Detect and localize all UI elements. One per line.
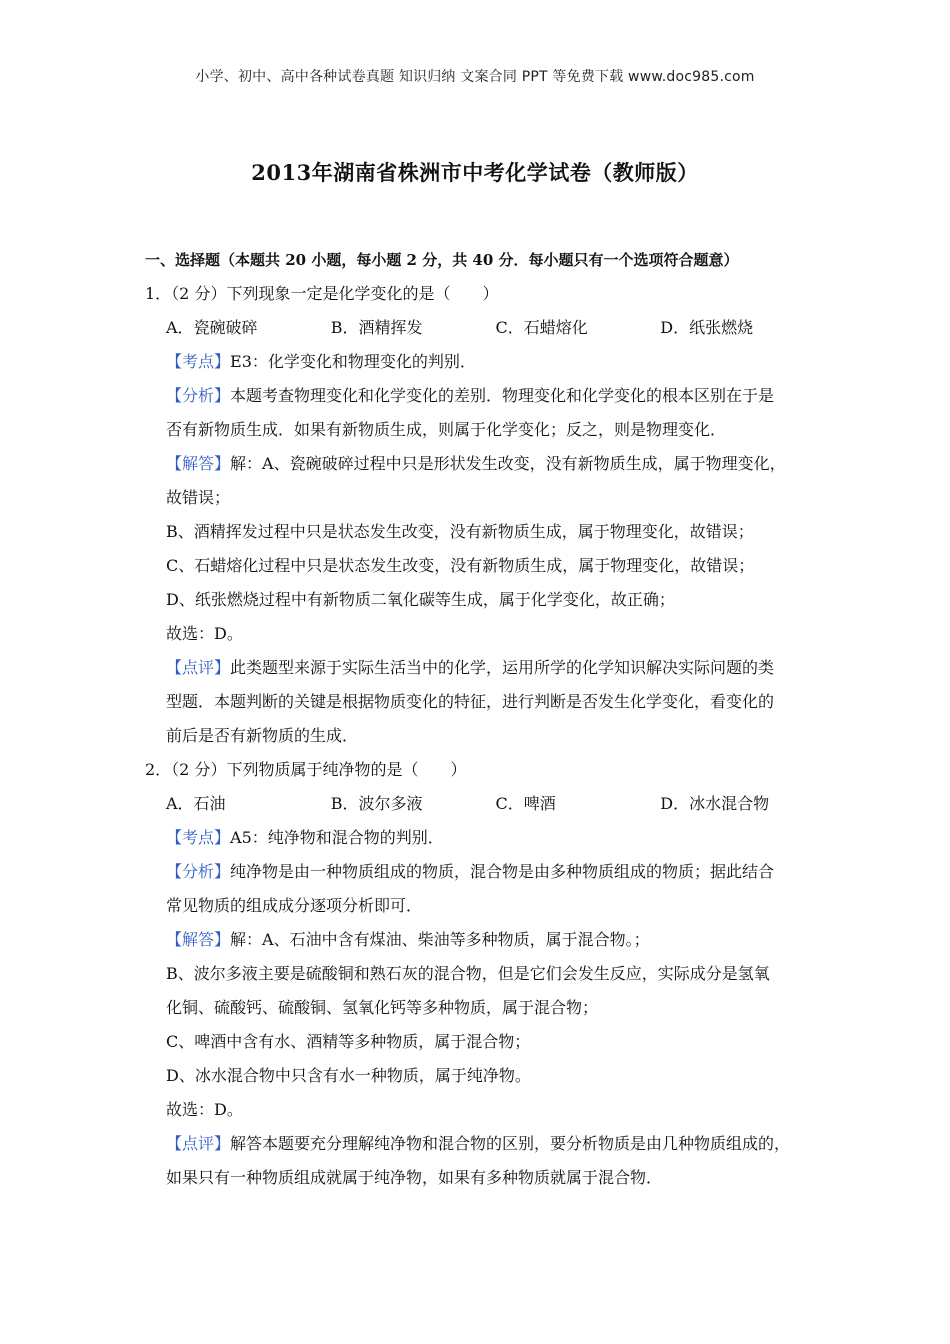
dianping-tag: 【点评】 (166, 658, 231, 677)
page-header-banner: 小学、初中、高中各种试卷真题 知识归纳 文案合同 PPT 等免费下载 www.doc985.com (195, 69, 755, 85)
section-heading: 一、选择题（本题共 20 小题，每小题 2 分，共 40 分．每小题只有一个选项符合题意） (145, 251, 739, 269)
question-1-jieda-b: B、酒精挥发过程中只是状态发生改变，没有新物质生成，属于物理变化，故错误； (166, 522, 754, 541)
question-2-option-a: A．石油 (166, 794, 226, 813)
dianping-text: 此类题型来源于实际生活当中的化学，运用所学的化学知识解决实际问题的类 (230, 658, 775, 677)
question-2-option-c: C．啤酒 (495, 794, 556, 813)
question-2-dianping (145, 1127, 825, 1161)
question-1-kaodian (145, 345, 825, 379)
question-2-option-d: D．冰水混合物 (660, 794, 770, 813)
kaodian-tag: 【考点】 (166, 828, 231, 847)
kaodian-text: E3：化学变化和物理变化的判别． (230, 352, 476, 371)
question-2-fenxi (145, 855, 825, 889)
document-title: 2013年湖南省株洲市中考化学试卷（教师版） (251, 160, 699, 185)
question-1-option-c: C．石蜡熔化 (495, 318, 588, 337)
question-1-jieda-c: C、石蜡熔化过程中只是状态发生改变，没有新物质生成，属于物理变化，故错误； (166, 556, 755, 575)
kaodian-tag: 【考点】 (166, 352, 231, 371)
question-1-option-a: A．瓷碗破碎 (166, 318, 258, 337)
question-1-dianping (145, 651, 825, 685)
question-1-stem: 1．（2 分）下列现象一定是化学变化的是（ ） (145, 284, 499, 303)
question-2-kaodian (145, 821, 825, 855)
question-2-fenxi-cont: 常见物质的组成成分逐项分析即可． (166, 896, 423, 915)
question-2-option-b: B．波尔多液 (330, 794, 423, 813)
dianping-tag: 【点评】 (166, 1134, 231, 1153)
question-1-options (145, 311, 825, 345)
fenxi-tag: 【分析】 (166, 862, 231, 881)
jieda-tag: 【解答】 (166, 454, 231, 473)
question-1-jieda-d: D、纸张燃烧过程中有新物质二氧化碳等生成，属于化学变化，故正确； (166, 590, 675, 609)
question-2-stem: 2．（2 分）下列物质属于纯净物的是（ ） (145, 760, 467, 779)
question-1-option-b: B．酒精挥发 (330, 318, 423, 337)
question-2-jieda-b-cont: 化铜、硫酸钙、硫酸铜、氢氧化钙等多种物质，属于混合物； (166, 998, 599, 1017)
dianping-text: 解答本题要充分理解纯净物和混合物的区别，要分析物质是由几种物质组成的， (230, 1134, 791, 1153)
question-2-answer: 故选：D。 (166, 1100, 243, 1119)
question-1-jieda (145, 447, 825, 481)
document-body (145, 243, 825, 1195)
fenxi-text: 本题考查物理变化和化学变化的差别．物理变化和化学变化的根本区别在于是 (230, 386, 775, 405)
question-2-jieda (145, 923, 825, 957)
question-1-fenxi-cont: 否有新物质生成．如果有新物质生成，则属于化学变化；反之，则是物理变化． (166, 420, 727, 439)
fenxi-tag: 【分析】 (166, 386, 231, 405)
question-1-dianping-cont-2: 前后是否有新物质的生成． (166, 726, 359, 745)
question-1-fenxi (145, 379, 825, 413)
kaodian-text: A5：纯净物和混合物的判别． (230, 828, 444, 847)
question-2-options (145, 787, 825, 821)
question-1-answer: 故选：D。 (166, 624, 243, 643)
question-2-jieda-b: B、波尔多液主要是硫酸铜和熟石灰的混合物，但是它们会发生反应，实际成分是氢氧 (166, 964, 770, 983)
question-1-jieda-cont: 故错误； (166, 488, 231, 507)
fenxi-text: 纯净物是由一种物质组成的物质，混合物是由多种物质组成的物质；据此结合 (230, 862, 775, 881)
question-2-dianping-cont: 如果只有一种物质组成就属于纯净物，如果有多种物质就属于混合物． (166, 1168, 663, 1187)
question-1-dianping-cont-1: 型题．本题判断的关键是根据物质变化的特征，进行判断是否发生化学变化，看变化的 (166, 692, 775, 711)
question-2-jieda-c: C、啤酒中含有水、酒精等多种物质，属于混合物； (166, 1032, 531, 1051)
question-2-jieda-d: D、冰水混合物中只含有水一种物质，属于纯净物。 (166, 1066, 531, 1085)
jieda-text: 解：A、石油中含有煤油、柴油等多种物质，属于混合物。； (230, 930, 650, 949)
question-1-option-d: D．纸张燃烧 (660, 318, 754, 337)
jieda-text: 解：A、瓷碗破碎过程中只是形状发生改变，没有新物质生成，属于物理变化， (230, 454, 786, 473)
jieda-tag: 【解答】 (166, 930, 231, 949)
